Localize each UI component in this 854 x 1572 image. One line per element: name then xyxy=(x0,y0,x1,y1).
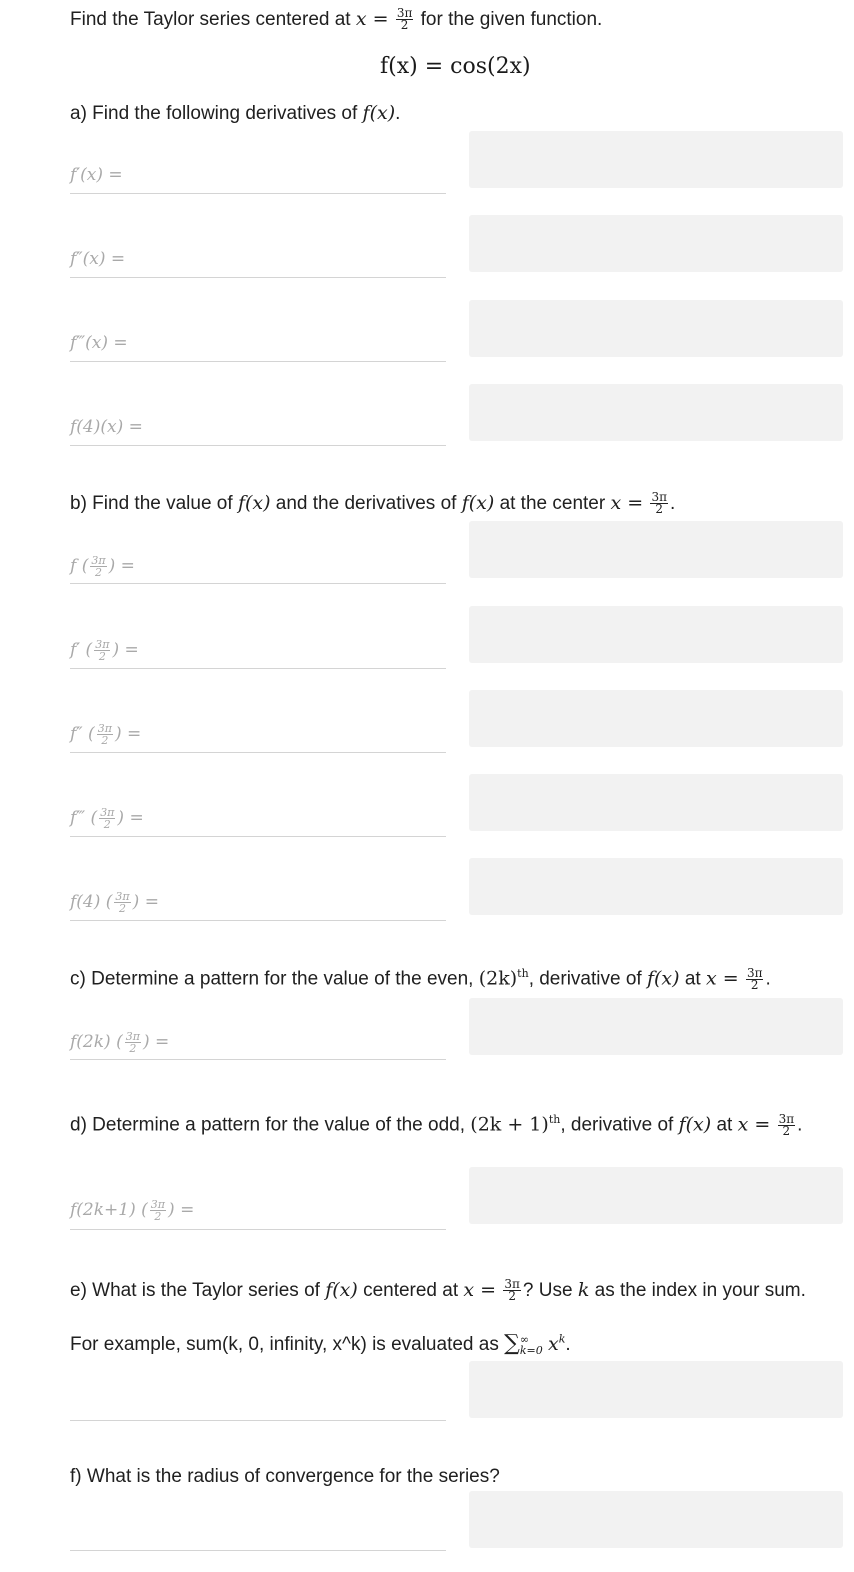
odd-derivative-label: f(2k+1) ( $\frac{3\pi}{2}$ ) = xyxy=(70,1198,195,1223)
third-derivative-input[interactable] xyxy=(469,300,843,357)
odd-derivative-input[interactable] xyxy=(469,1167,843,1224)
problem-statement: Find the Taylor series centered at x = $\frac{3\pi}{2}$ for the given function. xyxy=(70,6,603,33)
even-derivative-label: f(2k) ( $\frac{3\pi}{2}$ ) = xyxy=(70,1030,170,1055)
radius-input[interactable] xyxy=(469,1491,843,1548)
part-e-example: For example, sum(k, 0, infinity, x^k) is evaluated as ∑ ∞ k=0 $x^k$. xyxy=(70,1331,571,1357)
sigma-limits: ∞ k=0 xyxy=(519,1332,543,1357)
fourth-derivative-underline xyxy=(70,445,446,446)
third-derivative-underline xyxy=(70,361,446,362)
fourth-derivative-label: f(4)(x) = xyxy=(70,417,143,437)
second-derivative-input[interactable] xyxy=(469,215,843,272)
third-derivative-at-center-input[interactable] xyxy=(469,774,843,831)
first-derivative-underline xyxy=(70,193,446,194)
fourth-derivative-at-center-underline xyxy=(70,920,446,921)
part-e-prompt: e) What is the Taylor series of f(x) centered at x = $\frac{3\pi}{2}$ ? Use k as the index in your sum. xyxy=(70,1277,806,1304)
sigma-symbol: ∑ xyxy=(504,1331,520,1356)
first-derivative-at-center-underline xyxy=(70,668,446,669)
part-f-prompt: f) What is the radius of convergence for the series? xyxy=(70,1466,500,1487)
second-derivative-underline xyxy=(70,277,446,278)
part-d-prompt: d) Determine a pattern for the value of the odd, $(2k + 1)^{th}$, derivative of f(x) at x = $\frac{3\pi}{2}$ . xyxy=(70,1111,803,1138)
odd-derivative-underline xyxy=(70,1229,446,1230)
first-derivative-at-center-input[interactable] xyxy=(469,606,843,663)
taylor-series-input[interactable] xyxy=(469,1361,843,1418)
second-derivative-at-center-underline xyxy=(70,752,446,753)
function-display: f(x) = cos(2x) xyxy=(380,54,531,79)
fourth-derivative-input[interactable] xyxy=(469,384,843,441)
part-c-prompt: c) Determine a pattern for the value of the even, $(2k)^{th}$, derivative of f(x) at x = $\frac{3\pi}{2}$ . xyxy=(70,965,771,992)
value-at-center-underline xyxy=(70,583,446,584)
value-at-center-label: f ( $\frac{3\pi}{2}$ ) = xyxy=(70,554,135,579)
third-derivative-label: f‴(x) = xyxy=(70,333,128,353)
fourth-derivative-at-center-label: f(4) ( $\frac{3\pi}{2}$ ) = xyxy=(70,890,159,915)
third-derivative-at-center-underline xyxy=(70,836,446,837)
second-derivative-label: f″(x) = xyxy=(70,249,126,269)
taylor-series-underline xyxy=(70,1420,446,1421)
first-derivative-label: f′(x) = xyxy=(70,165,123,185)
part-a-prompt: a) Find the following derivatives of f(x). xyxy=(70,102,401,124)
first-derivative-at-center-label: f′ ( $\frac{3\pi}{2}$ ) = xyxy=(70,638,139,663)
even-derivative-input[interactable] xyxy=(469,998,843,1055)
center-variable: x = xyxy=(355,8,389,30)
second-derivative-at-center-label: f″ ( $\frac{3\pi}{2}$ ) = xyxy=(70,722,142,747)
even-derivative-underline xyxy=(70,1059,446,1060)
value-at-center-input[interactable] xyxy=(469,521,843,578)
fourth-derivative-at-center-input[interactable] xyxy=(469,858,843,915)
first-derivative-input[interactable] xyxy=(469,131,843,188)
center-fraction: $\frac{3\pi}{2}$ xyxy=(396,6,413,33)
third-derivative-at-center-label: f‴ ( $\frac{3\pi}{2}$ ) = xyxy=(70,806,144,831)
radius-underline xyxy=(70,1550,446,1551)
second-derivative-at-center-input[interactable] xyxy=(469,690,843,747)
part-b-prompt: b) Find the value of f(x) and the derivatives of f(x) at the center x = $\frac{3\pi}{2}$ . xyxy=(70,490,676,517)
